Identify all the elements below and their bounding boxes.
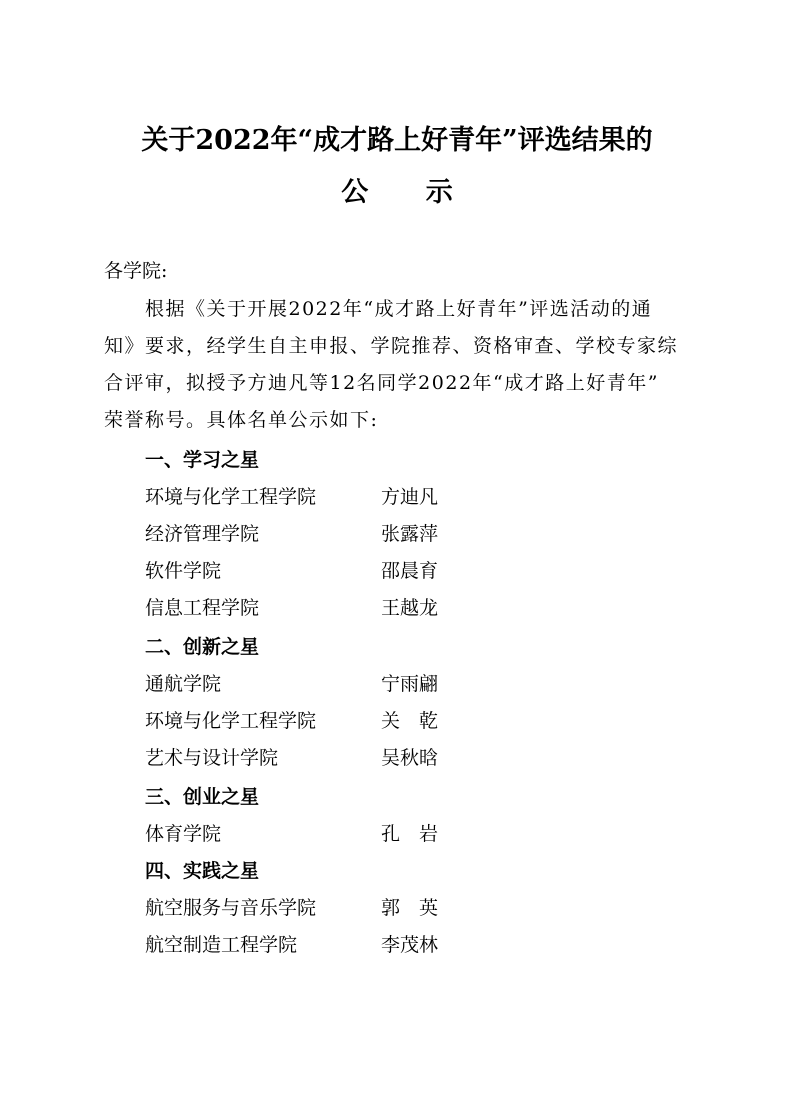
college-name: 环境与化学工程学院 bbox=[145, 710, 317, 732]
student-name: 关 乾 bbox=[381, 710, 439, 732]
college-name: 航空服务与音乐学院 bbox=[145, 897, 317, 919]
college-name: 艺术与设计学院 bbox=[145, 747, 279, 769]
paragraph-line-4: 荣誉称号。具体名单公示如下: bbox=[104, 409, 379, 431]
student-name: 孔 岩 bbox=[381, 823, 439, 845]
student-name: 李茂林 bbox=[381, 934, 439, 956]
document-title-line-2: 公 示 bbox=[341, 177, 477, 208]
college-name: 软件学院 bbox=[145, 560, 222, 582]
student-name: 方迪凡 bbox=[381, 486, 439, 508]
college-name: 体育学院 bbox=[145, 823, 222, 845]
paragraph-line-2: 知》要求，经学生自主申报、学院推荐、资格审查、学校专家综 bbox=[104, 335, 679, 357]
college-name: 信息工程学院 bbox=[145, 597, 260, 619]
section-heading-entrepreneurship-star: 三、创业之星 bbox=[145, 786, 260, 808]
salutation: 各学院: bbox=[104, 260, 168, 282]
section-heading-practice-star: 四、实践之星 bbox=[145, 860, 260, 882]
college-name: 经济管理学院 bbox=[145, 523, 260, 545]
student-name: 宁雨翩 bbox=[381, 673, 439, 695]
college-name: 通航学院 bbox=[145, 673, 222, 695]
paragraph-line-3: 合评审，拟授予方迪凡等12名同学2022年“成才路上好青年” bbox=[104, 372, 659, 394]
college-name: 航空制造工程学院 bbox=[145, 934, 298, 956]
college-name: 环境与化学工程学院 bbox=[145, 486, 317, 508]
student-name: 邵晨育 bbox=[381, 560, 439, 582]
document-title-line-1: 关于2022年“成才路上好青年”评选结果的 bbox=[141, 125, 653, 156]
student-name: 吴秋晗 bbox=[381, 747, 439, 769]
section-heading-study-star: 一、学习之星 bbox=[145, 449, 260, 471]
student-name: 张露萍 bbox=[381, 523, 439, 545]
student-name: 王越龙 bbox=[381, 597, 439, 619]
section-heading-innovation-star: 二、创新之星 bbox=[145, 636, 260, 658]
student-name: 郭 英 bbox=[381, 897, 439, 919]
paragraph-line-1: 根据《关于开展2022年“成才路上好青年”评选活动的通 bbox=[145, 298, 653, 320]
